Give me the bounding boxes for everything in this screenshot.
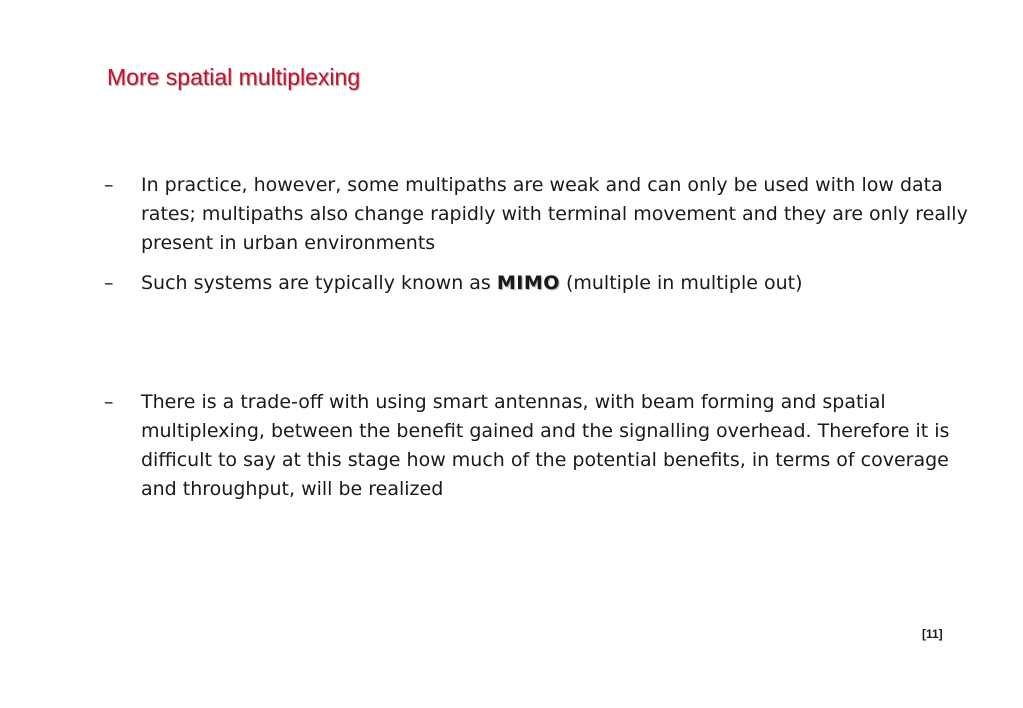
bullet-text bbox=[141, 269, 974, 298]
bullet-text-before: Such systems are typically known as bbox=[141, 272, 497, 294]
bullet-text: There is a trade-off with using smart antennas, with beam forming and spatial multiplexing, between the benefit gained and the signalling overhead. Therefore it is difficult to say at this stage how much of the potential benefits, in terms of coverage and throughput, will be realized bbox=[141, 391, 950, 500]
reference-label: [11] bbox=[922, 627, 943, 641]
bullet-item bbox=[104, 171, 974, 258]
bullet-dash: – bbox=[104, 174, 114, 196]
bullet-item bbox=[104, 388, 974, 504]
mimo-emphasis: MIMO bbox=[496, 272, 560, 294]
bullet-dash: – bbox=[104, 391, 114, 413]
bullet-item bbox=[104, 269, 974, 298]
bullet-dash: – bbox=[104, 272, 114, 294]
slide-title: More spatial multiplexing bbox=[107, 64, 361, 90]
bullet-text-after: (multiple in multiple out) bbox=[559, 272, 803, 294]
bullet-text: In practice, however, some multipaths are weak and can only be used with low data rates; multipaths also change rapidly with terminal movement and they are only really present in urban environments bbox=[141, 174, 968, 254]
